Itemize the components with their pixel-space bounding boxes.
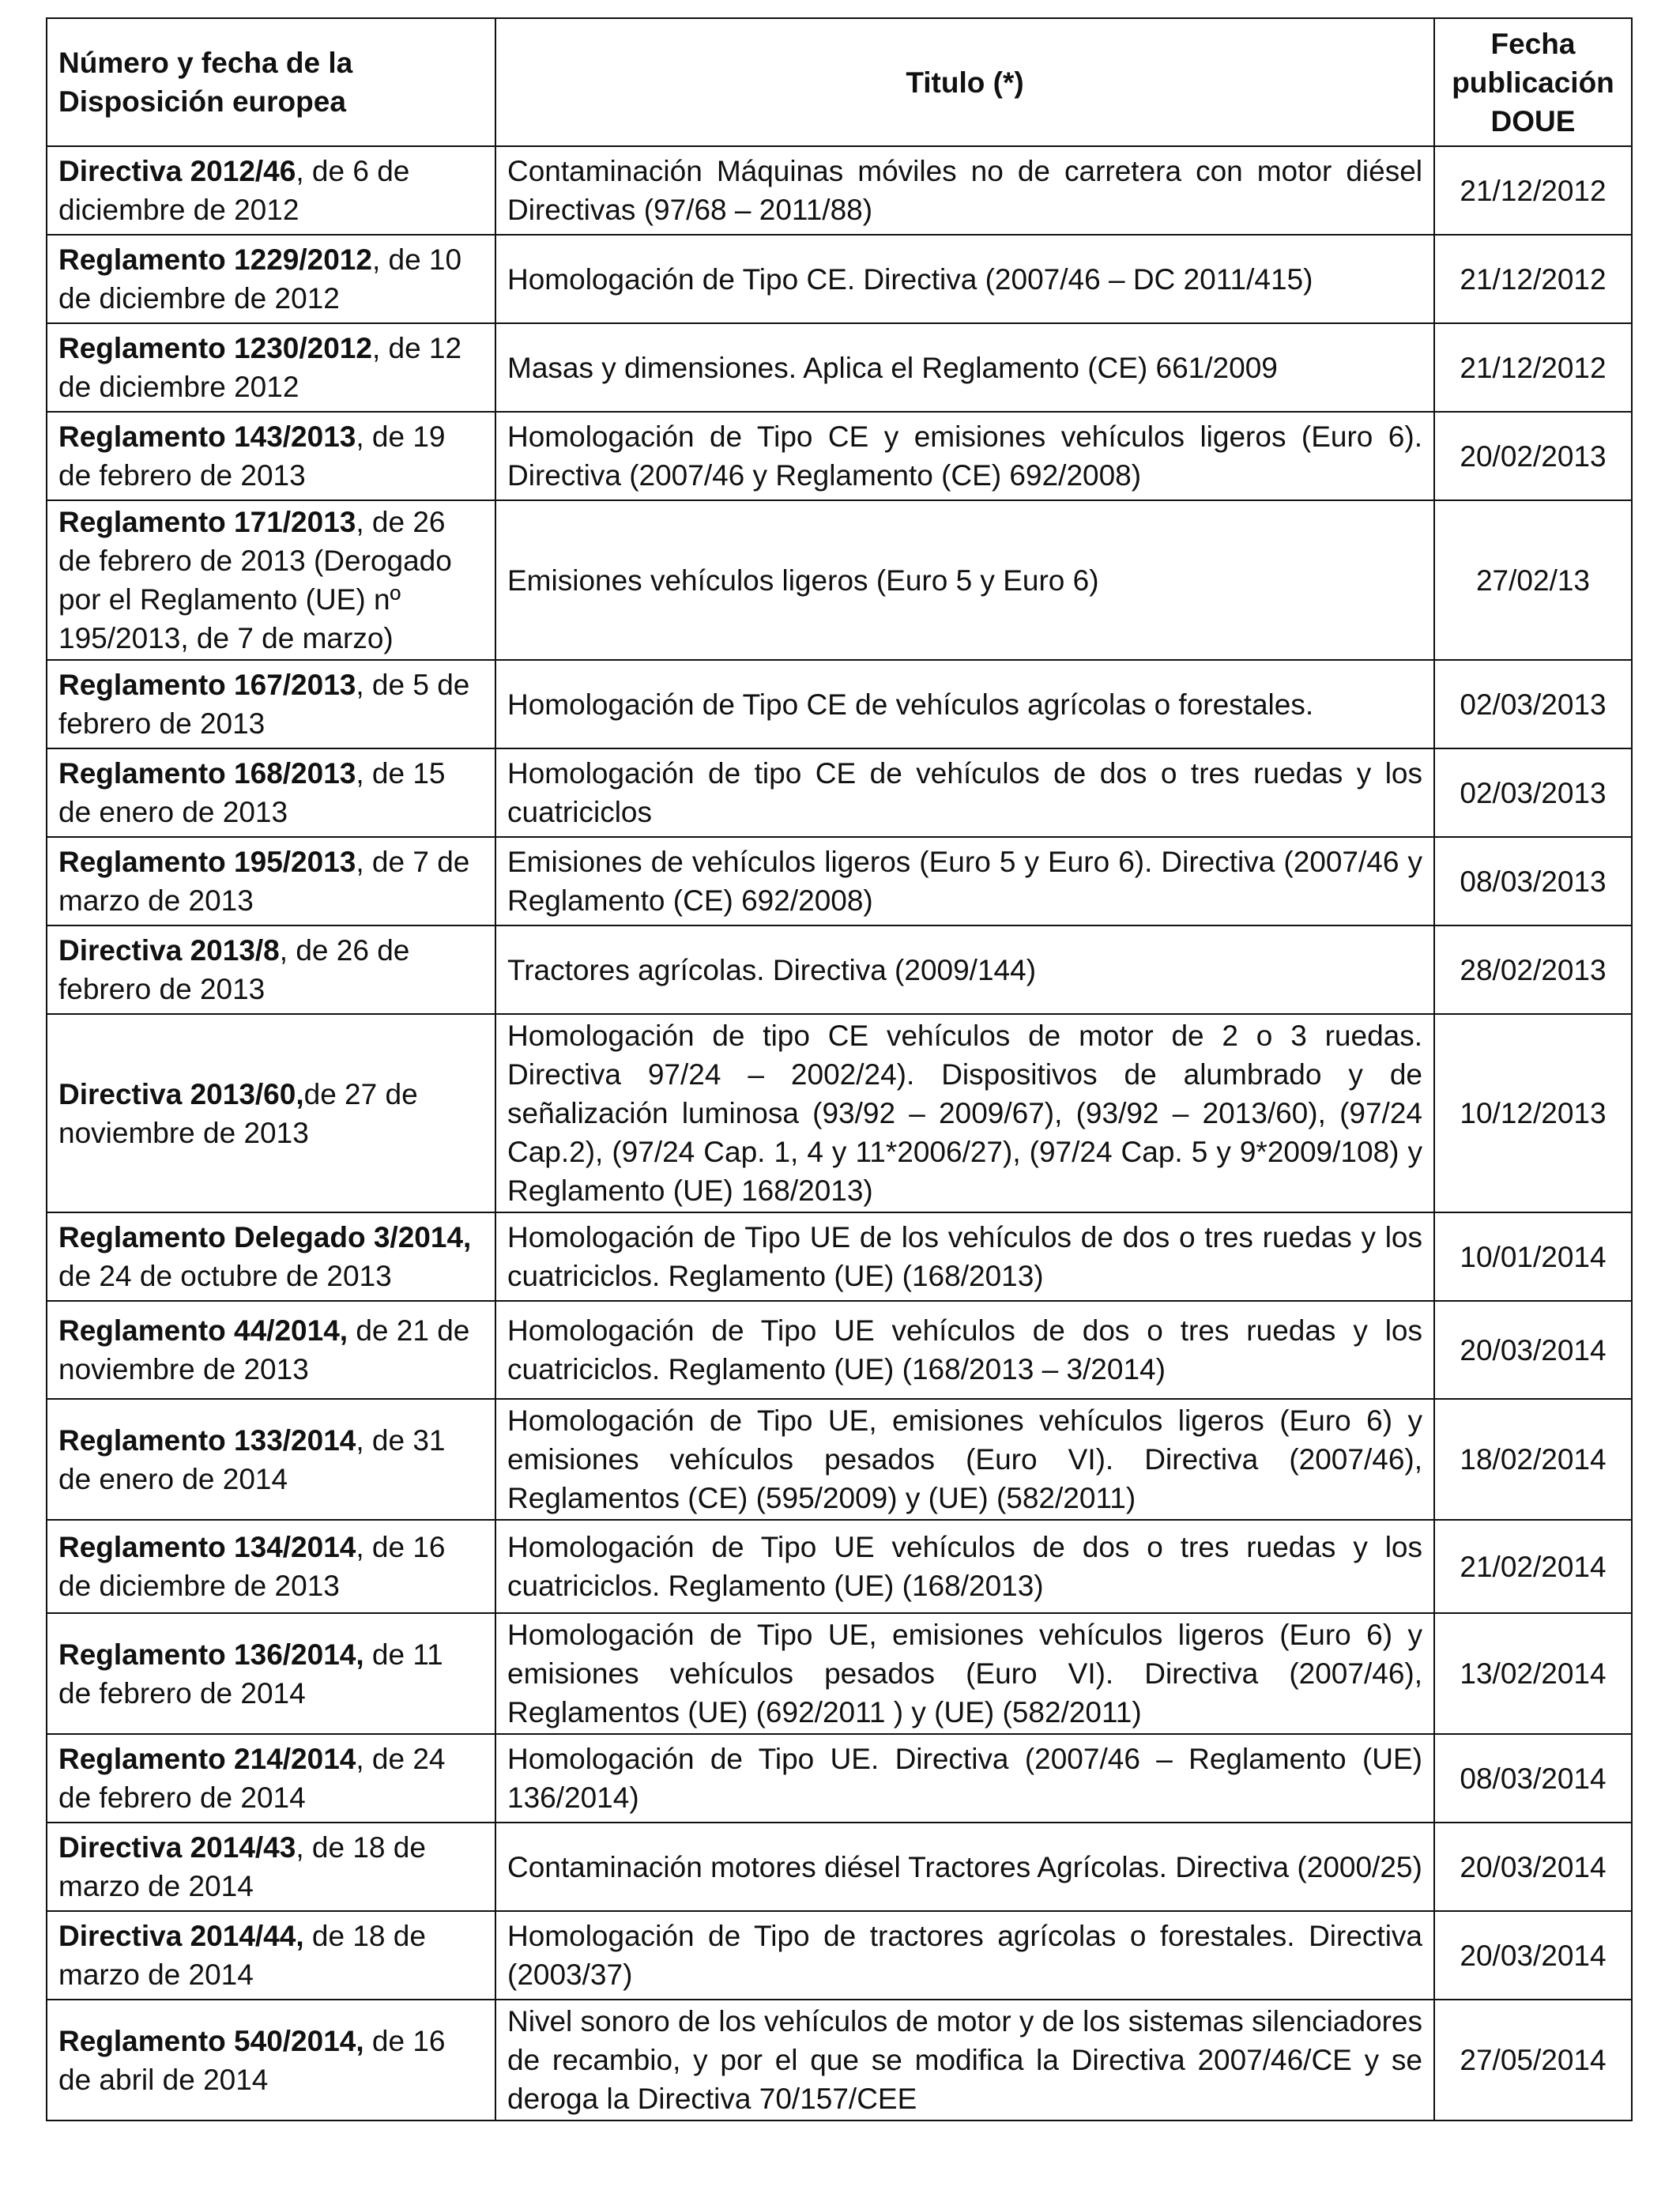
cell-title: Homologación de Tipo UE, emisiones vehículos ligeros (Euro 6) y emisiones vehículos pesados (Euro VI). Directiva (2007/46), Reglamentos (CE) (595/2009) y (UE) (582/2011) (495, 1399, 1434, 1520)
disposition-number: Directiva 2013/8 (58, 934, 280, 967)
cell-publication-date: 21/02/2014 (1434, 1520, 1632, 1613)
cell-publication-date: 13/02/2014 (1434, 1613, 1632, 1734)
cell-title: Homologación de tipo CE vehículos de motor de 2 o 3 ruedas. Directiva 97/24 – 2002/24). Dispositivos de alumbrado y de señalización luminosa (93/92 – 2009/67), (93/92 – 2013/60), (97/24 Cap.2), (97/24 Cap. 1, 4 y 11*2006/27), (97/24 Cap. 5 y 9*2009/108) y Reglamento (UE) 168/2013) (495, 1014, 1434, 1212)
disposition-date: , de 24 de febrero de 2014 (58, 1743, 446, 1814)
table-row (47, 1911, 1632, 2000)
table-row (47, 660, 1632, 748)
cell-number-date (47, 323, 495, 412)
cell-publication-date: 10/01/2014 (1434, 1212, 1632, 1301)
table-row (47, 1823, 1632, 1911)
table-row (47, 500, 1632, 660)
table-row (47, 1520, 1632, 1613)
cell-title: Emisiones de vehículos ligeros (Euro 5 y Euro 6). Directiva (2007/46 y Reglamento (CE) 692/2008) (495, 837, 1434, 925)
disposition-date: , de 19 de febrero de 2013 (58, 420, 446, 492)
disposition-number: Reglamento 136/2014, (58, 1638, 364, 1671)
header-number-date: Número y fecha de la Disposición europea (47, 18, 495, 146)
disposition-date: , de 12 de diciembre 2012 (58, 332, 462, 403)
cell-title: Homologación de Tipo UE vehículos de dos o tres ruedas y los cuatriciclos. Reglamento (UE) (168/2013 – 3/2014) (495, 1301, 1434, 1399)
header-publication-date: Fecha publicación DOUE (1434, 18, 1632, 146)
table-row (47, 1613, 1632, 1734)
disposition-number: Reglamento 1230/2012 (58, 332, 372, 364)
cell-number-date (47, 748, 495, 837)
table-row (47, 2000, 1632, 2120)
cell-title: Nivel sonoro de los vehículos de motor y de los sistemas silenciadores de recambio, y por el que se modifica la Directiva 2007/46/CE y se deroga la Directiva 70/157/CEE (495, 2000, 1434, 2120)
cell-number-date (47, 1911, 495, 2000)
disposition-date: de 21 de noviembre de 2013 (58, 1314, 470, 1385)
cell-title: Contaminación Máquinas móviles no de carretera con motor diésel Directivas (97/68 – 2011/88) (495, 146, 1434, 235)
disposition-number: Reglamento 214/2014 (58, 1743, 356, 1775)
cell-publication-date: 02/03/2013 (1434, 748, 1632, 837)
disposition-number: Reglamento 168/2013 (58, 757, 356, 790)
cell-title: Homologación de Tipo CE. Directiva (2007/46 – DC 2011/415) (495, 235, 1434, 323)
table-row (47, 412, 1632, 500)
cell-title: Emisiones vehículos ligeros (Euro 5 y Euro 6) (495, 500, 1434, 660)
cell-title: Homologación de Tipo CE y emisiones vehículos ligeros (Euro 6). Directiva (2007/46 y Reglamento (CE) 692/2008) (495, 412, 1434, 500)
cell-publication-date: 20/03/2014 (1434, 1823, 1632, 1911)
disposition-number: Reglamento 540/2014, (58, 2024, 364, 2057)
cell-title: Homologación de Tipo CE de vehículos agrícolas o forestales. (495, 660, 1434, 748)
cell-number-date (47, 1301, 495, 1399)
cell-publication-date: 27/02/13 (1434, 500, 1632, 660)
cell-publication-date: 20/03/2014 (1434, 1911, 1632, 2000)
cell-number-date (47, 1520, 495, 1613)
cell-number-date (47, 500, 495, 660)
disposition-number: Reglamento 44/2014, (58, 1314, 348, 1347)
cell-number-date (47, 660, 495, 748)
table-row (47, 837, 1632, 925)
disposition-date: de 27 de noviembre de 2013 (58, 1077, 418, 1149)
disposition-number: Reglamento 1229/2012 (58, 243, 372, 276)
cell-number-date (47, 412, 495, 500)
cell-publication-date: 18/02/2014 (1434, 1399, 1632, 1520)
table-row (47, 1014, 1632, 1212)
cell-title: Homologación de Tipo UE vehículos de dos o tres ruedas y los cuatriciclos. Reglamento (UE) (168/2013) (495, 1520, 1434, 1613)
cell-title: Homologación de Tipo UE, emisiones vehículos ligeros (Euro 6) y emisiones vehículos pesados (Euro VI). Directiva (2007/46), Reglamentos (UE) (692/2011 ) y (UE) (582/2011) (495, 1613, 1434, 1734)
disposition-number: Reglamento 143/2013 (58, 420, 356, 453)
disposition-number: Directiva 2013/60, (58, 1077, 304, 1110)
cell-number-date (47, 1823, 495, 1911)
disposition-number: Directiva 2012/46 (58, 155, 296, 187)
disposition-date: de 11 de febrero de 2014 (58, 1638, 443, 1710)
cell-publication-date: 20/03/2014 (1434, 1301, 1632, 1399)
table-row (47, 1301, 1632, 1399)
cell-publication-date: 02/03/2013 (1434, 660, 1632, 748)
table-row (47, 1734, 1632, 1823)
cell-number-date (47, 146, 495, 235)
table-row (47, 323, 1632, 412)
disposition-date: , de 5 de febrero de 2013 (58, 669, 470, 740)
cell-publication-date: 08/03/2013 (1434, 837, 1632, 925)
table-row (47, 235, 1632, 323)
disposition-date: , de 16 de diciembre de 2013 (58, 1531, 446, 1602)
disposition-date: de 18 de marzo de 2014 (58, 1920, 426, 1991)
cell-number-date (47, 1014, 495, 1212)
table-row (47, 1399, 1632, 1520)
cell-title: Contaminación motores diésel Tractores Agrícolas. Directiva (2000/25) (495, 1823, 1434, 1911)
disposition-date: , de 31 de enero de 2014 (58, 1423, 446, 1495)
cell-number-date (47, 2000, 495, 2120)
disposition-date: de 16 de abril de 2014 (58, 2024, 446, 2096)
disposition-number: Directiva 2014/43 (58, 1831, 296, 1864)
disposition-number: Reglamento Delegado 3/2014, (58, 1221, 472, 1253)
cell-number-date (47, 837, 495, 925)
table-row (47, 146, 1632, 235)
cell-publication-date: 20/02/2013 (1434, 412, 1632, 500)
disposition-number: Reglamento 133/2014 (58, 1423, 356, 1457)
cell-number-date (47, 235, 495, 323)
cell-title: Homologación de tipo CE de vehículos de dos o tres ruedas y los cuatriciclos (495, 748, 1434, 837)
cell-title: Homologación de Tipo UE de los vehículos de dos o tres ruedas y los cuatriciclos. Reglamento (UE) (168/2013) (495, 1212, 1434, 1301)
header-row (47, 18, 1632, 146)
disposition-number: Reglamento 171/2013 (58, 506, 356, 538)
disposiciones-table (46, 17, 1633, 2121)
cell-publication-date: 27/05/2014 (1434, 2000, 1632, 2120)
cell-publication-date: 21/12/2012 (1434, 235, 1632, 323)
disposition-number: Reglamento 195/2013 (58, 846, 356, 878)
disposition-date: , de 7 de marzo de 2013 (58, 846, 470, 917)
cell-publication-date: 21/12/2012 (1434, 146, 1632, 235)
disposition-date: , de 6 de diciembre de 2012 (58, 155, 410, 226)
disposition-date: , de 18 de marzo de 2014 (58, 1831, 426, 1902)
cell-title: Homologación de Tipo de tractores agrícolas o forestales. Directiva (2003/37) (495, 1911, 1434, 2000)
cell-publication-date: 10/12/2013 (1434, 1014, 1632, 1212)
table-row (47, 1212, 1632, 1301)
disposition-number: Reglamento 167/2013 (58, 669, 356, 701)
cell-number-date (47, 925, 495, 1014)
disposition-date: de 24 de octubre de 2013 (58, 1260, 392, 1292)
disposition-date: , de 26 de febrero de 2013 (58, 934, 410, 1005)
cell-number-date (47, 1734, 495, 1823)
cell-number-date (47, 1212, 495, 1301)
cell-title: Masas y dimensiones. Aplica el Reglamento (CE) 661/2009 (495, 323, 1434, 412)
disposition-date: , de 26 de febrero de 2013 (Derogado por el Reglamento (UE) nº 195/2013, de 7 de marzo) (58, 506, 452, 654)
cell-publication-date: 08/03/2014 (1434, 1734, 1632, 1823)
table-row (47, 748, 1632, 837)
table-row (47, 925, 1632, 1014)
cell-title: Homologación de Tipo UE. Directiva (2007/46 – Reglamento (UE) 136/2014) (495, 1734, 1434, 1823)
cell-number-date (47, 1399, 495, 1520)
disposition-number: Directiva 2014/44, (58, 1920, 304, 1952)
cell-publication-date: 21/12/2012 (1434, 323, 1632, 412)
disposition-date: , de 15 de enero de 2013 (58, 757, 446, 828)
disposition-date: , de 10 de diciembre de 2012 (58, 243, 462, 315)
cell-title: Tractores agrícolas. Directiva (2009/144) (495, 925, 1434, 1014)
disposition-number: Reglamento 134/2014 (58, 1531, 356, 1563)
cell-number-date (47, 1613, 495, 1734)
cell-publication-date: 28/02/2013 (1434, 925, 1632, 1014)
header-title: Titulo (*) (495, 18, 1434, 146)
